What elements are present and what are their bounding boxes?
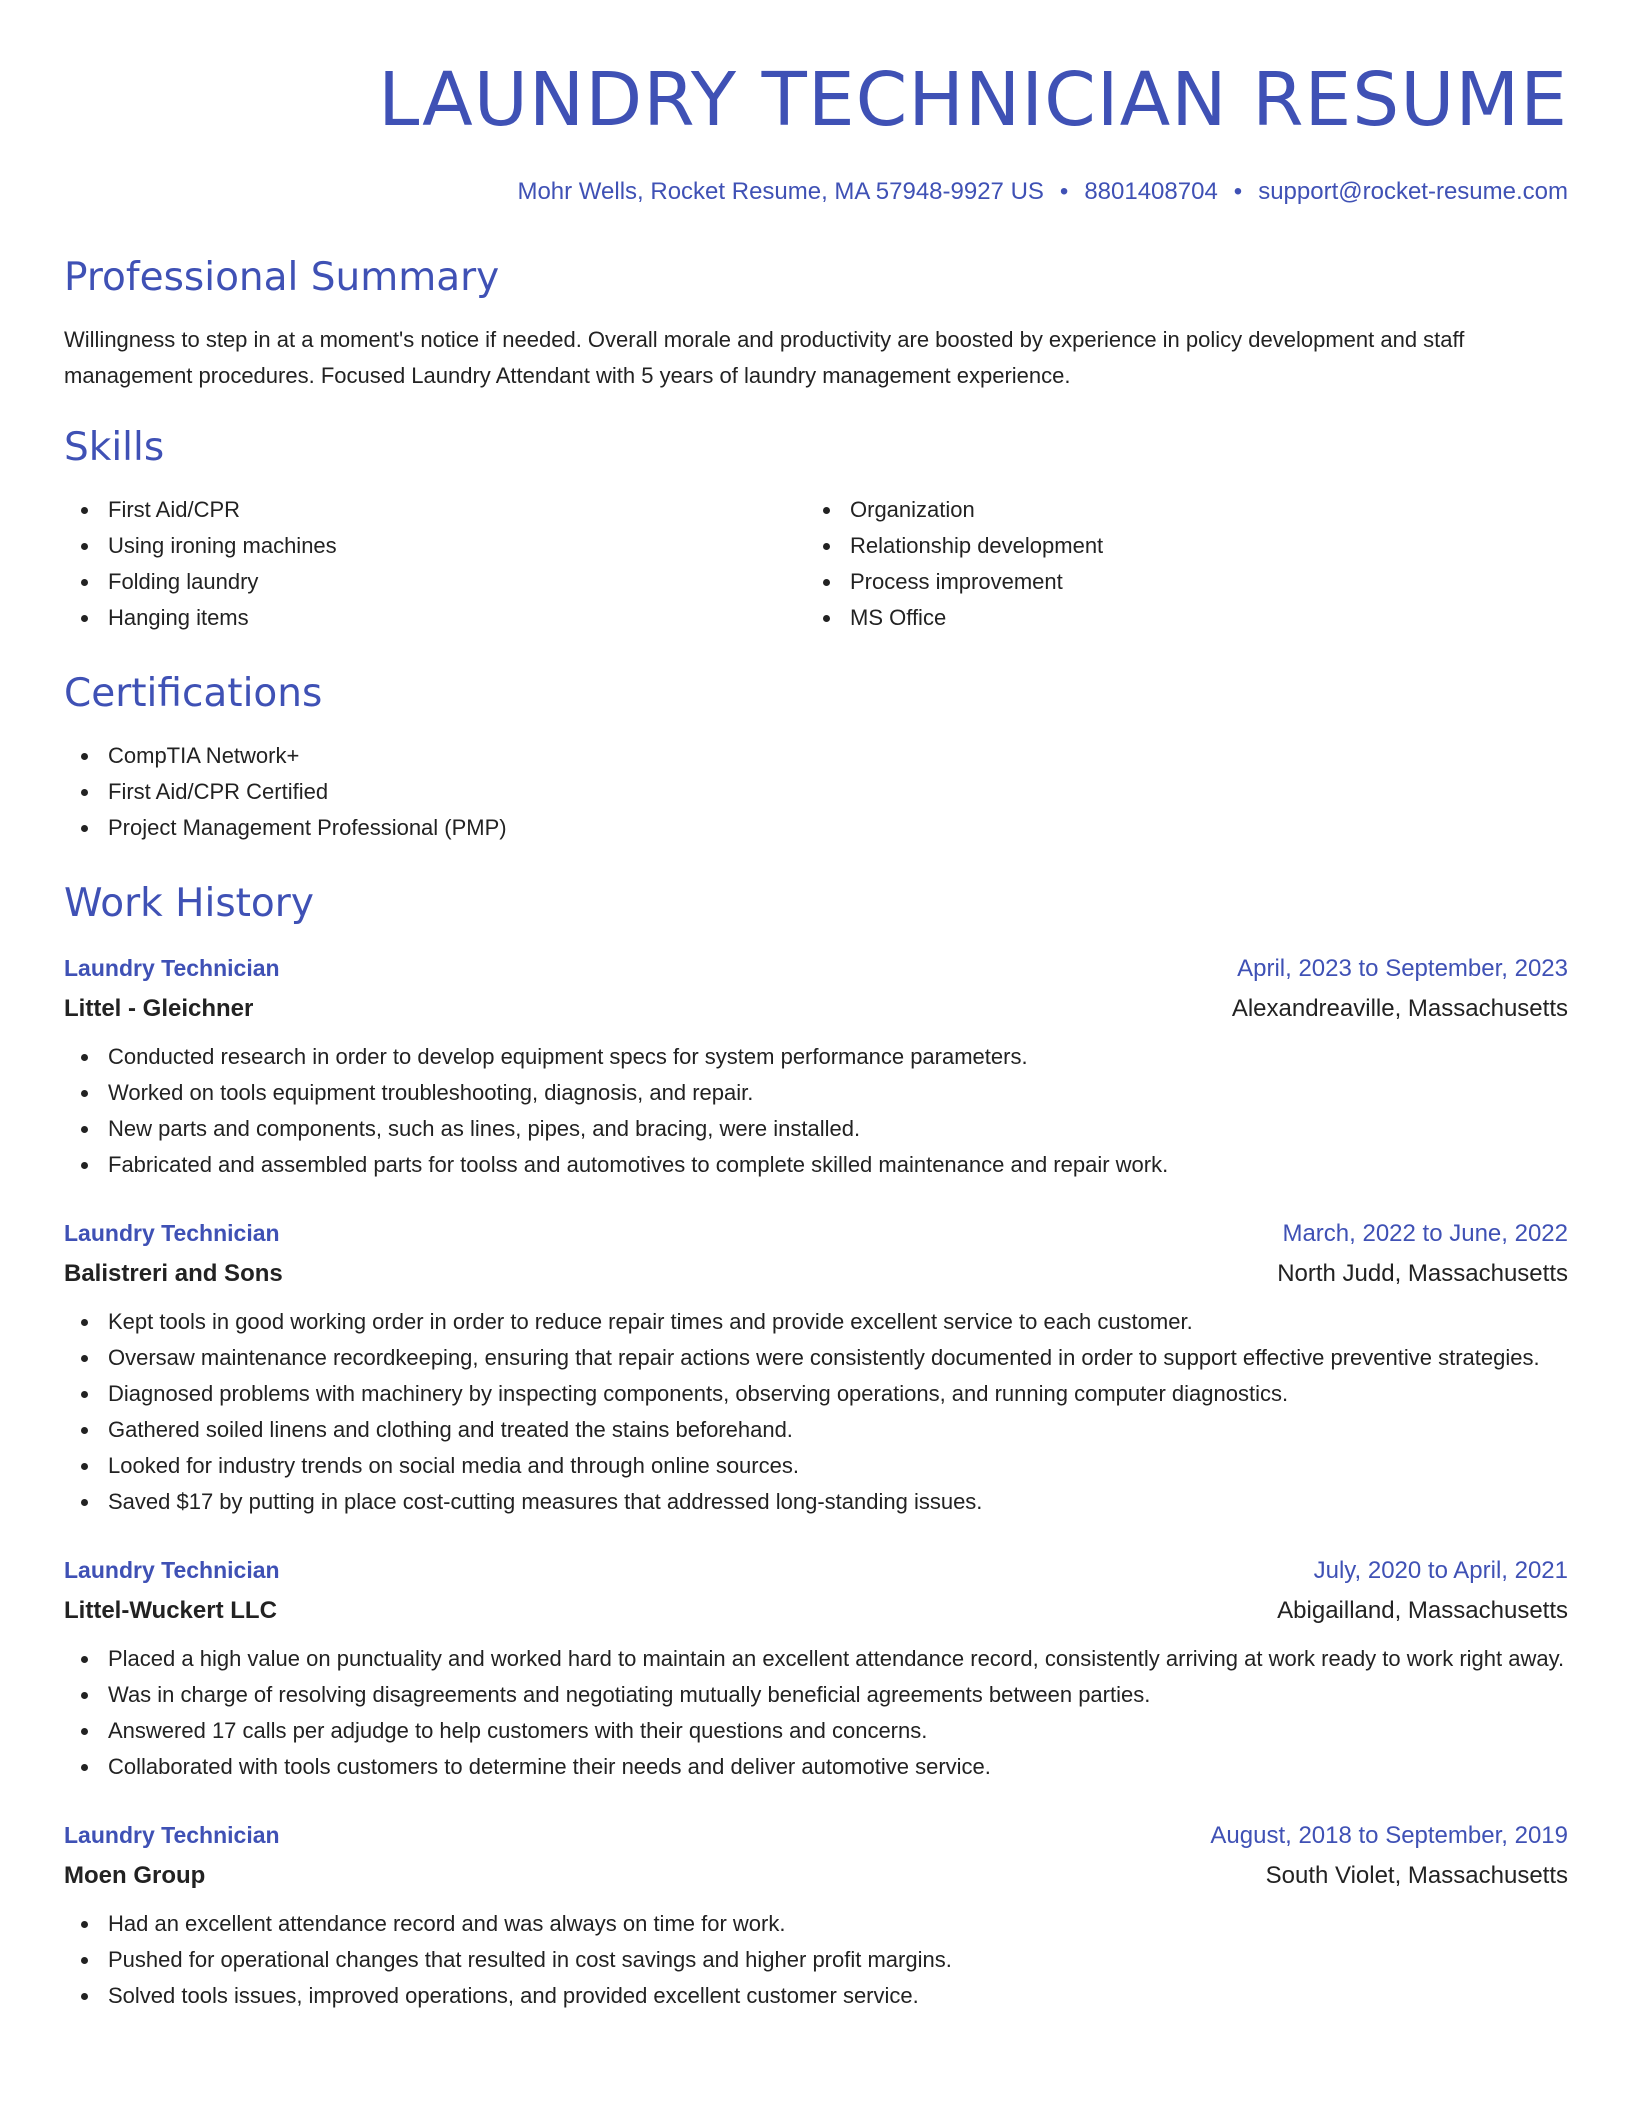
job-dates: March, 2022 to June, 2022 <box>1282 1220 1568 1247</box>
job-bullet-list <box>64 1039 1568 1183</box>
skill-item: Process improvement <box>806 564 1548 600</box>
skill-item: Relationship development <box>806 528 1548 564</box>
job-company: Littel - Gleichner <box>64 995 254 1022</box>
skill-item: Using ironing machines <box>64 528 806 564</box>
job-title: Laundry Technician <box>64 1822 280 1848</box>
job-location: Abigailland, Massachusetts <box>1277 1597 1568 1624</box>
contact-separator: • <box>1233 178 1243 205</box>
certification-item: First Aid/CPR Certified <box>64 774 1568 810</box>
job-bullet: Had an excellent attendance record and was always on time for work. <box>64 1906 1568 1942</box>
job-bullet: Conducted research in order to develop equipment specs for system performance parameters. <box>64 1039 1568 1075</box>
job-bullet: Oversaw maintenance recordkeeping, ensuring that repair actions were consistently documented in order to support effective preventive strategies. <box>64 1340 1568 1376</box>
job-bullet: Worked on tools equipment troubleshooting, diagnosis, and repair. <box>64 1075 1568 1111</box>
contact-email[interactable]: support@rocket-resume.com <box>1258 178 1568 205</box>
job-bullet: Gathered soiled linens and clothing and treated the stains beforehand. <box>64 1412 1568 1448</box>
certifications-heading: Certifications <box>64 671 323 716</box>
skill-item: Organization <box>806 492 1548 528</box>
work-history-heading: Work History <box>64 881 314 926</box>
job-bullet-list <box>64 1304 1568 1520</box>
job-title: Laundry Technician <box>64 1557 280 1583</box>
contact-phone: 8801408704 <box>1084 178 1218 205</box>
certification-item: CompTIA Network+ <box>64 738 1568 774</box>
summary-text: Willingness to step in at a moment's notice if needed. Overall morale and productivity are boosted by experience in policy development and staff management procedures. Focused Laundry Attendant with 5 years of laundry management experience. <box>64 327 1465 388</box>
job-dates: July, 2020 to April, 2021 <box>1313 1557 1568 1584</box>
job-entry <box>64 948 1568 1183</box>
job-bullet: Kept tools in good working order in order to reduce repair times and provide excellent service to each customer. <box>64 1304 1568 1340</box>
skills-left-list <box>64 492 806 636</box>
skills-grid <box>64 492 1568 636</box>
contact-separator: • <box>1059 178 1069 205</box>
job-location: South Violet, Massachusetts <box>1265 1862 1568 1889</box>
skill-item: Folding laundry <box>64 564 806 600</box>
job-location: Alexandreaville, Massachusetts <box>1231 995 1568 1022</box>
skills-right-list <box>806 492 1548 636</box>
job-title: Laundry Technician <box>64 1220 280 1246</box>
job-bullet-list <box>64 1906 1568 2014</box>
certifications-list <box>64 738 1568 846</box>
job-company: Littel-Wuckert LLC <box>64 1597 277 1624</box>
job-entry <box>64 1213 1568 1520</box>
job-bullet: Looked for industry trends on social media and through online sources. <box>64 1448 1568 1484</box>
job-entry <box>64 1550 1568 1785</box>
job-bullet-list <box>64 1641 1568 1785</box>
skill-item: Hanging items <box>64 600 806 636</box>
job-bullet: New parts and components, such as lines, pipes, and bracing, were installed. <box>64 1111 1568 1147</box>
job-bullet: Diagnosed problems with machinery by inspecting components, observing operations, and running computer diagnostics. <box>64 1376 1568 1412</box>
job-bullet: Was in charge of resolving disagreements and negotiating mutually beneficial agreements between parties. <box>64 1677 1568 1713</box>
job-dates: August, 2018 to September, 2019 <box>1210 1822 1568 1849</box>
certification-item: Project Management Professional (PMP) <box>64 810 1568 846</box>
job-bullet: Answered 17 calls per adjudge to help customers with their questions and concerns. <box>64 1713 1568 1749</box>
skill-item: First Aid/CPR <box>64 492 806 528</box>
job-dates: April, 2023 to September, 2023 <box>1237 955 1568 982</box>
job-bullet: Fabricated and assembled parts for toolss and automotives to complete skilled maintenance and repair work. <box>64 1147 1568 1183</box>
contact-line <box>64 176 1568 208</box>
job-entry <box>64 1815 1568 2014</box>
job-company: Balistreri and Sons <box>64 1260 283 1287</box>
job-title: Laundry Technician <box>64 955 280 981</box>
job-bullet: Saved $17 by putting in place cost-cutting measures that addressed long-standing issues. <box>64 1484 1568 1520</box>
job-company: Moen Group <box>64 1862 206 1889</box>
resume-title: LAUNDRY TECHNICIAN RESUME <box>378 57 1568 143</box>
job-bullet: Collaborated with tools customers to determine their needs and deliver automotive service. <box>64 1749 1568 1785</box>
job-bullet: Placed a high value on punctuality and worked hard to maintain an excellent attendance record, consistently arriving at work ready to work right away. <box>64 1641 1568 1677</box>
contact-address: Mohr Wells, Rocket Resume, MA 57948-9927 US <box>517 178 1044 205</box>
summary-heading: Professional Summary <box>64 255 500 300</box>
job-location: North Judd, Massachusetts <box>1277 1260 1568 1287</box>
skills-heading: Skills <box>64 425 165 470</box>
job-bullet: Pushed for operational changes that resulted in cost savings and higher profit margins. <box>64 1942 1568 1978</box>
job-bullet: Solved tools issues, improved operations, and provided excellent customer service. <box>64 1978 1568 2014</box>
skill-item: MS Office <box>806 600 1548 636</box>
